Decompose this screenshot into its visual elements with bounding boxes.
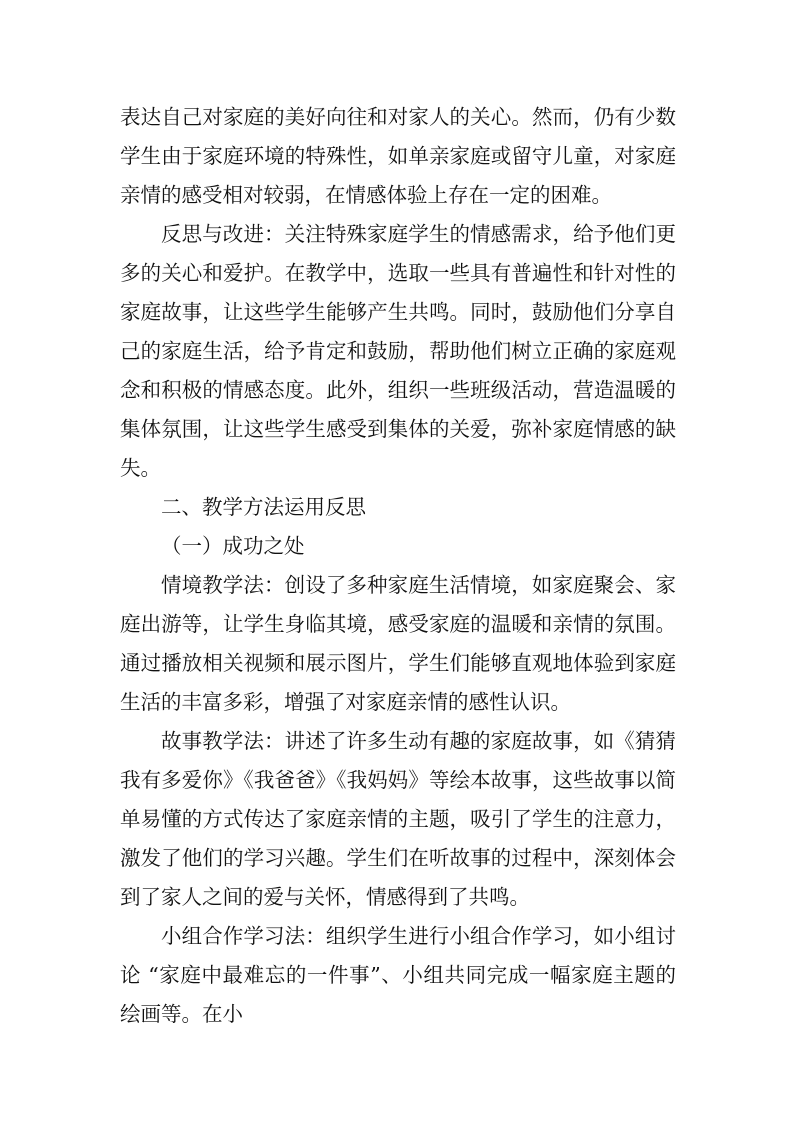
subsection-heading-successes: （一）成功之处	[161, 534, 305, 558]
paragraph-situational-teaching: 情境教学法：创设了多种家庭生活情境，如家庭聚会、家庭出游等，让学生身临其境，感受家庭的温暖和亲情的氛围。通过播放相关视频和展示图片，学生们能够直观地体验到家庭生活的丰富多彩，增强了对家庭亲情的感性认识。	[120, 573, 676, 714]
section-heading-teaching-methods: 二、教学方法运用反思	[161, 495, 366, 519]
document-body	[120, 98, 676, 1034]
paragraph-reflection-improvement: 反思与改进：关注特殊家庭学生的情感需求，给予他们更多的关心和爱护。在教学中，选取一些具有普遍性和针对性的家庭故事，让这些学生能够产生共鸣。同时，鼓励他们分享自己的家庭生活，给予肯定和鼓励，帮助他们树立正确的家庭观念和积极的情感态度。此外，组织一些班级活动，营造温暖的集体氛围，让这些学生感受到集体的关爱，弥补家庭情感的缺失。	[120, 222, 676, 480]
paragraph-intro-continuation: 表达自己对家庭的美好向往和对家人的关心。然而，仍有少数学生由于家庭环境的特殊性，如单亲家庭或留守儿童，对家庭亲情的感受相对较弱，在情感体验上存在一定的困难。	[120, 105, 676, 207]
paragraph-story-teaching: 故事教学法：讲述了许多生动有趣的家庭故事，如《猜猜我有多爱你》《我爸爸》《我妈妈》等绘本故事，这些故事以简单易懂的方式传达了家庭亲情的主题，吸引了学生的注意力，激发了他们的学习兴趣。学生们在听故事的过程中，深刻体会到了家人之间的爱与关怀，情感得到了共鸣。	[120, 729, 676, 909]
paragraph-group-learning: 小组合作学习法：组织学生进行小组合作学习，如小组讨论 “家庭中最难忘的一件事”、小组共同完成一幅家庭主题的绘画等。在小	[120, 924, 676, 1026]
